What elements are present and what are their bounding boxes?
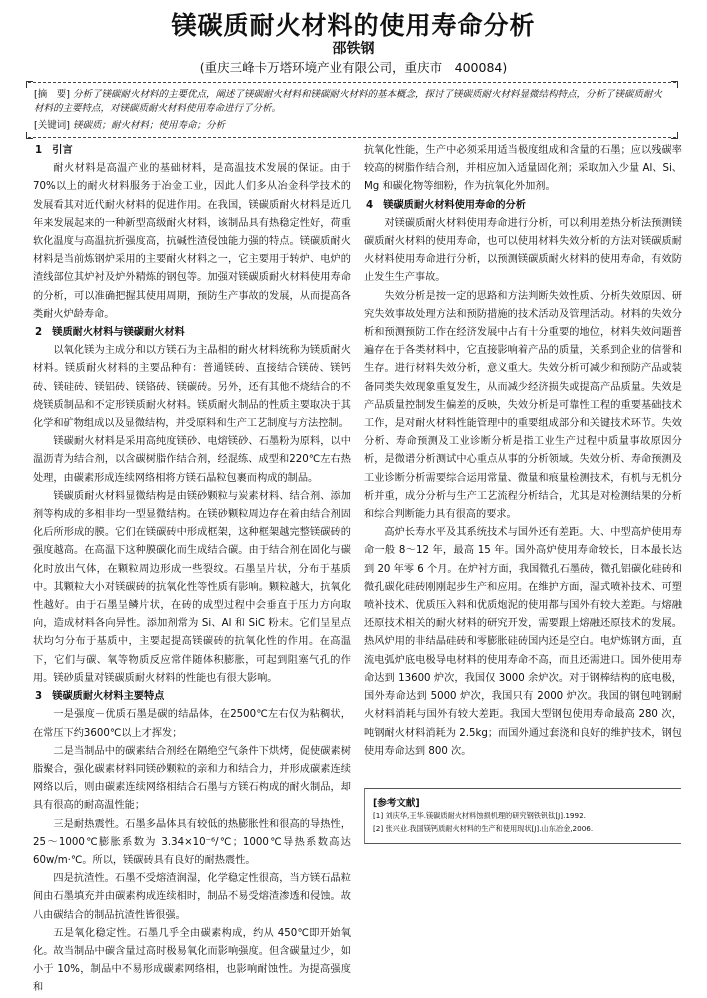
corner-mark (26, 81, 33, 88)
section-heading: 1 引言 (35, 145, 73, 156)
keywords-text: 镁碳质；耐火材料；使用寿命；分析 (72, 120, 225, 131)
body-paragraph: 五是氧化稳定性。石墨几乎全由碳素构成，约从 450℃即开始氧化。故当制品中碳含量过高时极易氧化而影响强度。但含碳量过少，如小于 10%，制品中不易形成碳素网络相，也影响耐蚀性。为提高强度和 (33, 927, 351, 994)
references-box (364, 788, 681, 844)
abstract-body: 分析了镁碳耐火材料的主要优点，阐述了镁碳耐火材料和镁碳耐火材料的基本概念，探讨了镁碳质耐火材料显微结构特点，分析了镁碳质耐火材料的主要特点，对镁碳质耐火材料使用寿命进行了分析。 (34, 89, 662, 114)
reference-item: [2] 张兴业.我国镁钙质耐火材料的生产和使用现状[J].山东冶金,2006. (373, 824, 594, 833)
reference-item: [1] 刘庆华,王华.镁碳质耐火材料蚀损机理的研究钢铁钒钛[J].1992. (373, 811, 586, 820)
body-paragraph: 一是强度－优质石墨是碳的结晶体，在2500℃左右仅为粘稠状，在常压下约3600℃以上才挥发； (33, 709, 351, 739)
body-paragraph: 耐火材料是高温产业的基础材料，是高温技术发展的保证。由于70%以上的耐火材料服务于冶金工业，因此人们多从冶金科学技术的发展看其对近代耐火材料的促进作用。在我国，镁碳质耐火材料是近几年来发展起来的一种新型高级耐火材料，该制品具有热稳定性好，荷重软化温度与高温抗折强度高，抗碱性渣侵蚀能力强的特点。镁碳质耐火材料是当前炼钢炉采用的主要耐火材料之一，它主要用于转炉、电炉的渣线部位其炉衬及炉外精炼的钢包等。加强对镁碳质耐火材料使用寿命的分析，可以准确把握其使用周期，预防生产事故的发展，从而提高各类耐火炉龄寿命。 (33, 163, 351, 320)
corner-mark (671, 132, 678, 139)
abstract-text (34, 88, 670, 116)
author-affiliation: (重庆三峰卡万塔环境产业有限公司，重庆市 400084) (199, 60, 508, 75)
abstract-label: [摘 要] (34, 89, 70, 100)
body-paragraph: 高炉长寿水平及其系统技术与国外还有差距。大、中型高炉使用寿命一般 8～12 年，最高 15 年。国外高炉使用寿命较长，日本最长达到 20 年零 6 个月。在炉衬方面，我国微孔石墨砖，微孔铝碳化硅砖和微孔碳化硅砖刚刚起步生产和应用。在维护方面，湿式喷补技术、可塑喷补技术、优质压入料和优质炮泥的使用都与国外有较大差距。与熔融还原技术相关的耐火材料的研究开发，需要跟上熔融还原技术的发展。热风炉用的非结晶硅砖和零膨胀硅砖国内还是空白。电炉炼钢方面，直流电弧炉底电极导电材料的使用寿命不高，而且还需进口。国外使用寿命达到 13600 炉次，我国仅 3000 余炉次。对于钢棒结构的底电极，国外寿命达到 5000 炉次，我国只有 2000 炉次。我国的钢包吨钢耐火材料消耗与国外有较大差距。我国大型钢包使用寿命最高 280 次，吨钢耐火材料消耗为 2.5kg；而国外通过套浇和良好的维护技术，钢包使用寿命达到 800 次。 (364, 527, 682, 757)
body-paragraph: 失效分析是按一定的思路和方法判断失效性质、分析失效原因、研究失效事故处理方法和预防措施的技术活动及管理活动。材料的失效分析和预测预防工作在经济发展中占有十分重要的地位，材料失效问题普遍存在于各类材料中，它直接影响着产品的质量，关系到企业的信誉和生存。进行材料失效分析，意义重大。失效分析可减少和预防产品或装备同类失效现象重复发生，从而减少经济损失或提高产品质量。失效是产品质量控制发生偏差的反映，失效分析是可靠性工程的重要基础技术工作，是对耐火材料性能管理中的重要组成部分和关键技术环节。失效分析、寿命预测及工业诊断分析是指工业生产过程中质量事故原因分析，是微谱分析测试中心重点从事的分析领域。失效分析、寿命预测及工业诊断分析需要综合运用常量、微量和痕量检测技术，有机与无机分析并重，成分分析与生产工艺流程分析结合，尤其是对检测结果的分析和综合判断能力具有很高的要求。 (364, 290, 682, 521)
abstract-box (28, 82, 676, 138)
keywords-line (34, 119, 670, 133)
body-paragraph: 镁碳耐火材料是采用高纯度镁砂、电熔镁砂、石墨粉为原料，以中温沥青为结合剂，以含碳树脂作结合剂，经混练、成型和220℃左右热处理，由碳素形成连续网络相将方镁石晶粒包裹而构成的制品。 (33, 436, 351, 484)
body-paragraph: 对镁碳质耐火材料使用寿命进行分析，可以利用差热分析法预测镁碳质耐火材料的使用寿命，也可以使用材料失效分析的方法对镁碳质耐火材料使用寿命进行分析，以预测镁碳质耐火材料的使用寿命，有效防止发生生产事故。 (364, 217, 682, 284)
right-column (364, 142, 682, 792)
body-paragraph: 二是当制品中的碳素结合剂经在隔绝空气条件下烘烤，促使碳素树脂聚合，强化碳素材料同镁砂颗粒的亲和力和结合力，并形成碳素连续网络以后，则由碳素连续网络相结合石墨与方镁石构成的耐火制品，却具有很高的耐高温性能； (33, 745, 351, 812)
corner-mark (26, 132, 33, 139)
body-paragraph: 四是抗渣性。石墨不受熔渣润湿，化学稳定性很高，当方镁石晶粒间由石墨填充并由碳素构成连续相时，制品不易受熔渣渗透和侵蚀。故八由碳结合的制品抗渣性皆很强。 (33, 873, 351, 921)
author-name: 邵铁钢 (332, 41, 375, 57)
body-paragraph: 抗氧化性能，生产中必须采用适当极度组成和含量的石墨；应以残碳率较高的树脂作结合剂，并相应加入适量固化剂；采取加入少量 Al、Si、Mg 和碳化物等细粉，作为抗氧化外加剂。 (364, 145, 682, 193)
page-title: 镁碳质耐火材料的使用寿命分析 (171, 11, 536, 40)
body-paragraph: 三是耐热震性。石墨多晶体具有较低的热膨胀性和很高的导热性，25～1000℃膨胀系数为 3.34×10⁻⁶/℃；1000℃导热系数高达 60w/m·℃。所以，镁碳砖具有良好的耐热震性。 (33, 818, 351, 866)
keywords-label: [关键词] (34, 120, 70, 131)
body-paragraph: 镁碳质耐火材料显微结构是由镁砂颗粒与炭素材料、结合剂、添加剂等构成的多相非均一型显微结构。在镁砂颗粒周边存在着由结合剂固化后所形成的膜。它们在镁碳砖中形成框架，这种框架越完整镁碳砖的强度越高。在高温下这种膜碳化而生成结合碳。由于结合剂在固化与碳化时放出气体，在颗粒周边形成一些裂纹。石墨呈片状，分布于基质中。其颗粒大小对镁碳砖的抗氧化性等性质有影响。颗粒越大，抗氧化性越好。由于石墨呈鳞片状，在砖的成型过程中会垂直于压力方向取向，造成材料各向异性。添加剂常为 Si、Al 和 SiC 粉末。它们呈星点状均匀分布于基质中，主要起提高镁碳砖的抗氧化性的作用。在高温下，它们与碳、氧等物质反应常伴随体积膨胀，可起到阻塞气孔的作用。镁砂质量对镁碳质耐火材料的性能也有很大影响。 (33, 490, 351, 684)
corner-mark (671, 81, 678, 88)
left-column (33, 142, 351, 994)
section-heading: 4 镁碳质耐火材料使用寿命的分析 (366, 199, 526, 211)
body-paragraph: 以氧化镁为主成分和以方镁石为主晶相的耐火材料统称为镁质耐火材料。镁质耐火材料的主要品种有：普通镁砖、直接结合镁砖、镁钙砖、镁硅砖、镁铝砖、镁铬砖、镁碳砖。另外，还有其他不烧结合的不烧镁质制品和不定形镁质耐火材料。镁质耐火制品的性质主要取决于其化学和矿物组成以及显微结构，并受原料和生产工艺制度与方法控制。 (33, 345, 351, 430)
references-title: [参考文献] (373, 798, 420, 809)
section-heading: 2 镁质耐火材料与镁碳耐火材料 (35, 327, 185, 339)
section-heading: 3 镁碳质耐火材料主要特点 (35, 691, 165, 703)
